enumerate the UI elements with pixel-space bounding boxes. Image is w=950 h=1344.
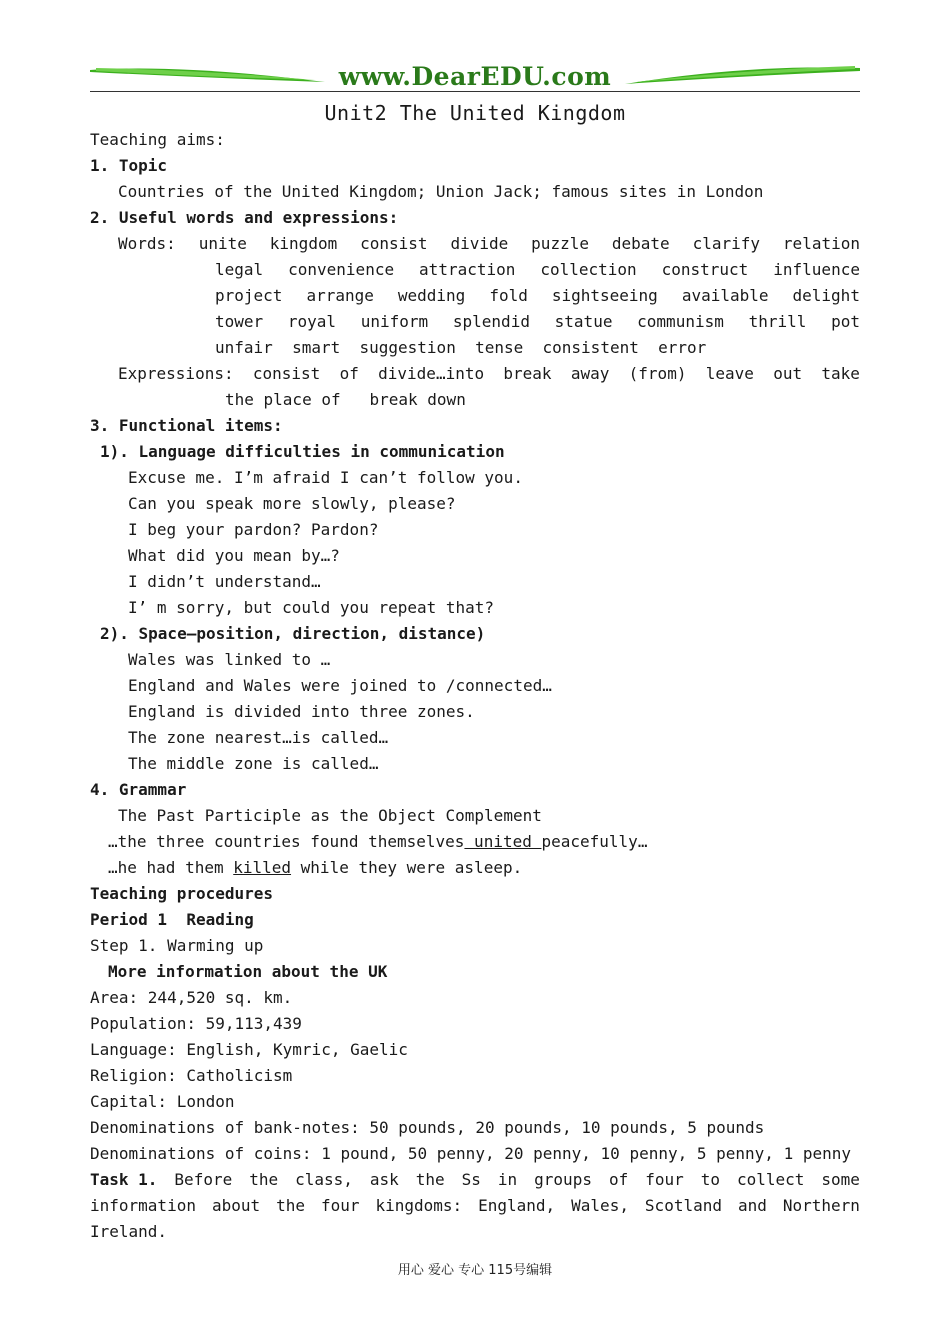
expression-word: consist [252,364,321,383]
expressions-label: Expressions: [118,364,234,383]
word: project [215,286,283,305]
fact-line: Religion: Catholicism [90,1066,293,1085]
word: relation [782,234,860,253]
word: influence [773,260,860,279]
word: clarify [692,234,761,253]
phrase-line: The middle zone is called… [128,754,379,773]
word: legal [215,260,264,279]
fact-line: Population: 59,113,439 [90,1014,302,1033]
task-word: Northern [782,1196,860,1215]
fact-line: Denominations of coins: 1 pound, 50 penny, 20 penny, 10 penny, 5 penny, 1 penny [90,1144,851,1163]
task-word: and [737,1196,767,1215]
fact-line: Language: English, Kymric, Gaelic [90,1040,408,1059]
expression-word: leave [705,364,754,383]
task-word: kingdoms: [375,1196,463,1215]
example-text: …he had them [108,858,234,877]
expression-word: divide…into [378,364,485,383]
grammar-text: The Past Participle as the Object Complement [118,806,542,825]
task-label: Task 1. [90,1170,158,1189]
task-word: of [608,1170,629,1189]
task-word: to [700,1170,720,1189]
task-word: England, [478,1196,556,1215]
word: tower [215,312,264,331]
words-row [90,231,860,257]
site-brand[interactable]: www.DearEDU.com [338,62,612,91]
more-info-heading: More information about the UK [108,962,388,981]
functional-sub2-heading: 2). Space—position, direction, distance) [100,624,486,643]
expressions-row [90,361,860,387]
phrase-line: I’ m sorry, but could you repeat that? [128,598,495,617]
page-footer: 用心 爱心 专心 115号编辑 [397,1263,553,1278]
phrase-line: Can you speak more slowly, please? [128,494,456,513]
word: splendid [452,312,530,331]
expression-word: of [339,364,359,383]
expression-word: (from) [628,364,687,383]
word: sightseeing [551,286,658,305]
task-word: class, [295,1170,353,1189]
grammar-example [90,855,860,881]
phrase-line: England and Wales were joined to /connected… [128,676,552,695]
task-word: four [320,1196,360,1215]
words-row [90,309,860,335]
topic-heading: 1. Topic [90,156,168,175]
words-row [90,283,860,309]
task-line [90,1167,860,1193]
task-word: Before [174,1170,233,1189]
step-heading: Step 1. Warming up [90,936,264,955]
task-word: the [415,1170,445,1189]
grammar-example [90,829,860,855]
task-word: the [276,1196,305,1215]
procedures-heading: Teaching procedures [90,884,274,903]
fact-line: Capital: London [90,1092,235,1111]
grammar-heading: 4. Grammar [90,780,187,799]
topic-text: Countries of the United Kingdom; Union Jack; famous sites in London [118,182,764,201]
word: collection [540,260,637,279]
phrase-line: Excuse me. I’m afraid I can’t follow you. [128,468,523,487]
task-word: four [645,1170,684,1189]
word: fold [489,286,528,305]
word: consist [360,234,428,253]
site-header [90,60,860,94]
period-heading: Period 1 Reading [90,910,254,929]
word: attraction [419,260,516,279]
task-word: Scotland [644,1196,722,1215]
underlined-word: killed [233,858,292,877]
word: thrill [748,312,807,331]
expression-word: break [503,364,552,383]
word: available [681,286,769,305]
word: arrange [306,286,374,305]
word: communism [637,312,724,331]
word: wedding [397,286,466,305]
phrase-line: Wales was linked to … [128,650,331,669]
phrase-line: The zone nearest…is called… [128,728,389,747]
expression-word: out [773,364,803,383]
word: puzzle [531,234,589,253]
task-word: in [497,1170,518,1189]
word: construct [661,260,749,279]
word: royal [287,312,337,331]
word: kingdom [269,234,338,253]
expression-word: away [570,364,610,383]
word: debate [611,234,670,253]
task-word: information [90,1196,196,1215]
example-text: …the three countries found themselves [108,832,465,851]
word: divide [450,234,509,253]
task-word: ask [369,1170,399,1189]
aims-label: Teaching aims: [90,130,225,149]
page-title: Unit2 The United Kingdom [324,101,626,125]
word: convenience [288,260,395,279]
expression-word: take [821,364,860,383]
task-word: Ss [461,1170,481,1189]
phrase-line: I didn’t understand… [128,572,321,591]
useful-heading: 2. Useful words and expressions: [90,208,399,227]
task-line-last: Ireland. [90,1222,168,1241]
words-row-last: unfair smart suggestion tense consistent error [215,338,707,357]
word: statue [554,312,613,331]
word: unite [198,234,247,253]
task-word: collect [736,1170,805,1189]
word: pot [831,312,860,331]
task-word: Wales, [571,1196,629,1215]
expressions-row-cont: the place of break down [225,390,466,409]
fact-line: Area: 244,520 sq. km. [90,988,293,1007]
fact-line: Denominations of bank-notes: 50 pounds, 20 pounds, 10 pounds, 5 pounds [90,1118,765,1137]
functional-sub1-heading: 1). Language difficulties in communication [100,442,505,461]
task-word: the [249,1170,279,1189]
phrase-line: What did you mean by…? [128,546,340,565]
word: uniform [360,312,429,331]
task-word: some [821,1170,860,1189]
phrase-line: I beg your pardon? Pardon? [128,520,379,539]
word: delight [792,286,860,305]
functional-heading: 3. Functional items: [90,416,283,435]
document-body [90,127,860,1245]
task-word: groups [534,1170,592,1189]
task-line [90,1193,860,1219]
example-text: peacefully… [541,832,648,851]
example-text: while they were asleep. [291,858,523,877]
task-word: about [211,1196,261,1215]
underlined-word: united [464,832,542,851]
words-label: Words: [118,234,176,253]
phrase-line: England is divided into three zones. [128,702,475,721]
header-divider [90,91,860,92]
words-row [90,257,860,283]
